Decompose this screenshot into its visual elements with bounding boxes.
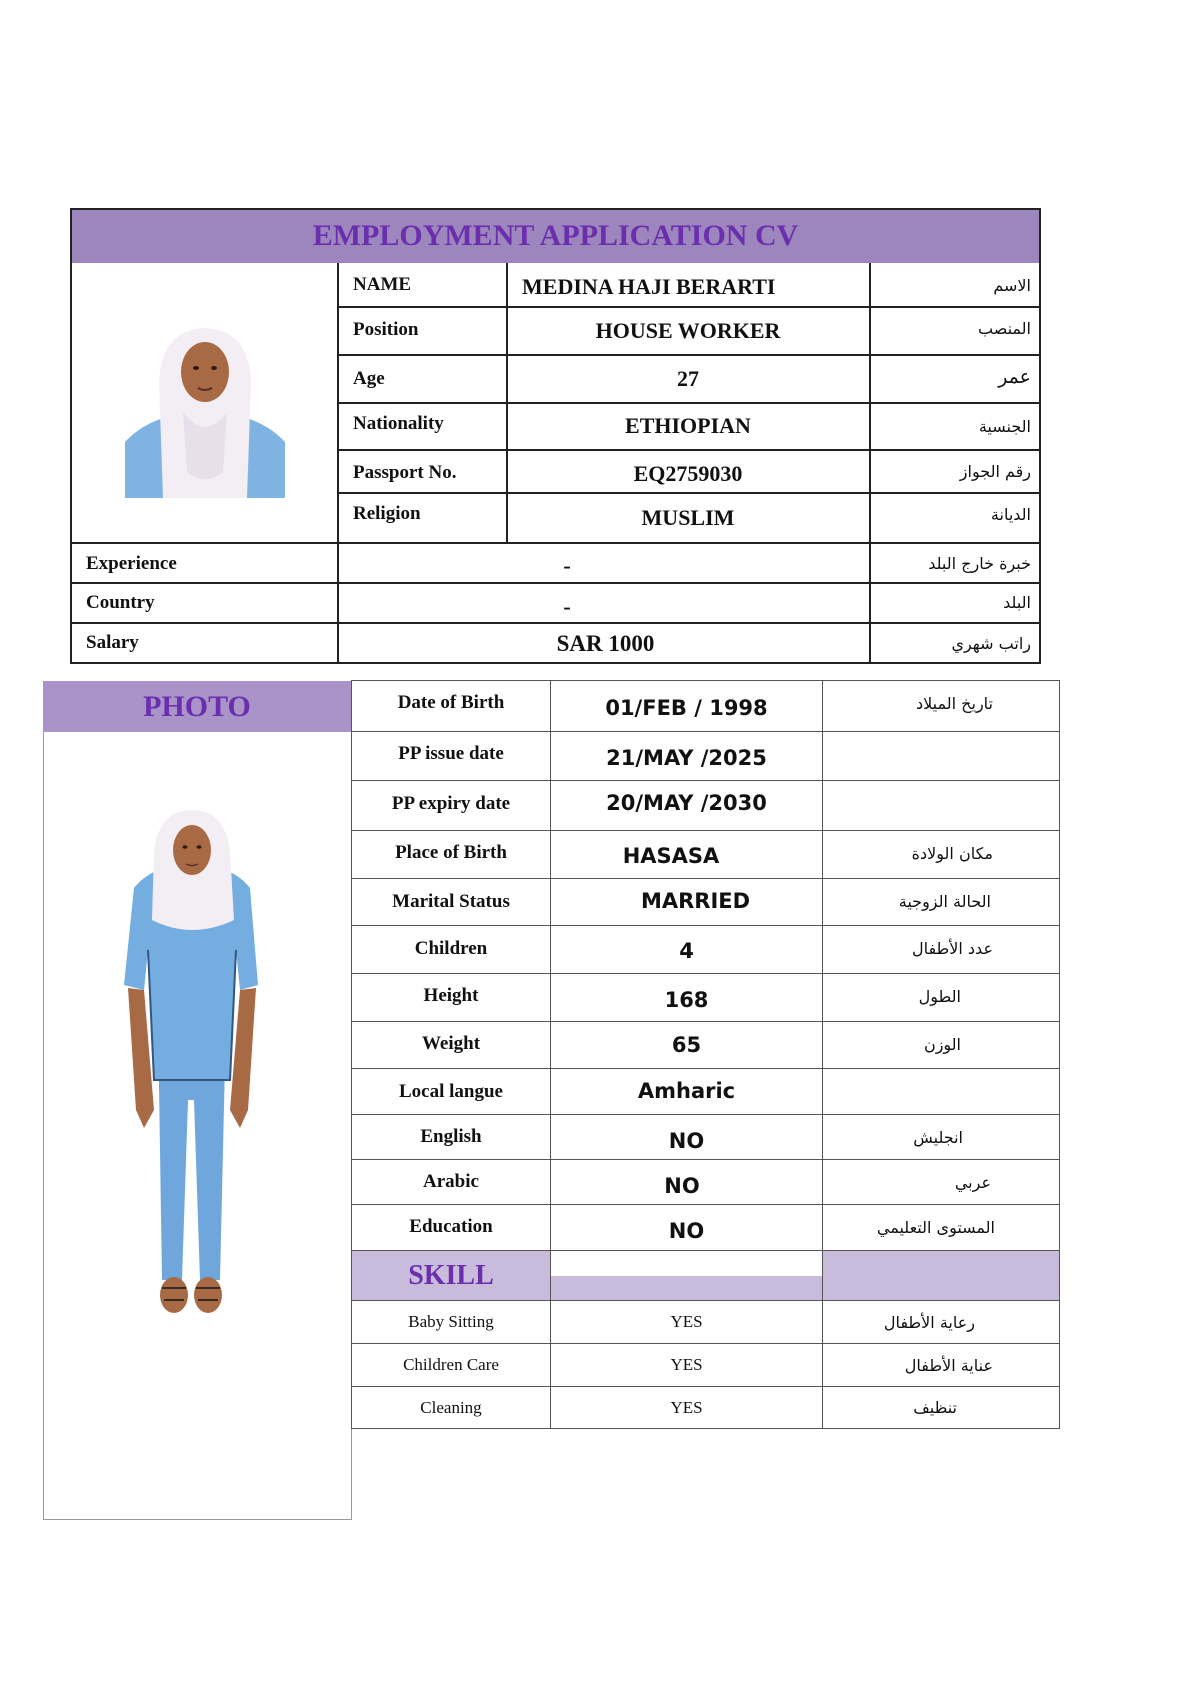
- skill-label: Children Care: [403, 1355, 499, 1374]
- height-label: Height: [423, 985, 479, 1006]
- photo-heading: PHOTO: [43, 681, 351, 732]
- salary-label: Salary: [86, 632, 139, 653]
- marital-status-arabic: الحالة الزوجية: [898, 891, 991, 911]
- english-arabic: انجليش: [913, 1127, 963, 1147]
- dob-label: Date of Birth: [397, 692, 505, 713]
- local-langue-label: Local langue: [399, 1081, 503, 1102]
- arabic-label: Arabic: [423, 1171, 479, 1192]
- local-langue-value: Amharic: [637, 1079, 736, 1103]
- education-label: Education: [409, 1216, 493, 1237]
- height-value: 168: [664, 988, 709, 1012]
- weight-value: 65: [671, 1033, 702, 1057]
- place-of-birth-label: Place of Birth: [395, 842, 507, 863]
- marital-status-value: MARRIED: [640, 889, 751, 913]
- height-arabic: الطول: [918, 986, 961, 1006]
- place-of-birth-arabic: مكان الولادة: [911, 843, 993, 863]
- experience-label: Experience: [86, 553, 177, 574]
- pp-issue-value: 21/MAY /2025: [606, 746, 767, 770]
- salary-value: SAR 1000: [556, 631, 655, 656]
- country-label: Country: [86, 592, 155, 613]
- nationality-label: Nationality: [353, 413, 444, 434]
- position-value: HOUSE WORKER: [595, 317, 781, 343]
- age-label: Age: [353, 367, 385, 389]
- religion-value: MUSLIM: [641, 505, 735, 530]
- salary-arabic: راتب شهري: [951, 633, 1031, 653]
- pp-issue-label: PP issue date: [398, 743, 504, 764]
- country-arabic: البلد: [1003, 593, 1031, 612]
- nationality-value: ETHIOPIAN: [625, 413, 751, 438]
- english-value: NO: [668, 1129, 705, 1153]
- skill-arabic: عناية الأطفال: [904, 1355, 993, 1375]
- skill-value: YES: [670, 1312, 703, 1331]
- skill-heading: SKILL: [352, 1251, 550, 1300]
- age-arabic: عمر: [998, 365, 1031, 388]
- country-value: -: [563, 594, 571, 619]
- skill-value: YES: [670, 1397, 703, 1417]
- children-value: 4: [679, 938, 694, 963]
- position-label: Position: [353, 319, 419, 340]
- skill-label: Cleaning: [420, 1397, 482, 1417]
- full-body-photo: [108, 810, 276, 1350]
- english-label: English: [420, 1126, 482, 1147]
- pp-expiry-label: PP expiry date: [391, 793, 511, 814]
- nationality-arabic: الجنسية: [978, 416, 1031, 436]
- skill-arabic: رعاية الأطفال: [883, 1312, 975, 1332]
- religion-label: Religion: [353, 503, 421, 524]
- name-value: MEDINA HAJI BERARTI: [522, 274, 776, 299]
- pp-expiry-arabic: [823, 781, 1059, 830]
- experience-value: -: [563, 553, 571, 578]
- children-label: Children: [414, 938, 488, 959]
- pp-expiry-value: 20/MAY /2030: [606, 791, 767, 815]
- education-arabic: المستوى التعليمي: [876, 1217, 995, 1237]
- skill-label: Baby Sitting: [408, 1312, 494, 1331]
- name-arabic: الاسم: [993, 275, 1031, 295]
- skill-band-middle: [551, 1276, 822, 1300]
- pp-issue-arabic: [823, 732, 1059, 780]
- place-of-birth-value: HASASA: [622, 844, 720, 868]
- children-arabic: عدد الأطفال: [911, 938, 993, 958]
- position-arabic: المنصب: [978, 318, 1031, 338]
- cv-title: EMPLOYMENT APPLICATION CV: [71, 209, 1040, 263]
- experience-arabic: خبرة خارج البلد: [928, 553, 1031, 573]
- passport-label: Passport No.: [353, 462, 457, 483]
- skill-value: YES: [670, 1355, 703, 1374]
- age-value: 27: [677, 365, 699, 391]
- portrait-photo: [125, 322, 285, 498]
- religion-arabic: الديانة: [990, 504, 1031, 524]
- passport-value: EQ2759030: [633, 461, 743, 486]
- arabic-arabic: عربي: [954, 1172, 991, 1192]
- weight-label: Weight: [421, 1033, 481, 1054]
- weight-arabic: الوزن: [923, 1034, 961, 1054]
- dob-arabic: تاريخ الميلاد: [916, 693, 993, 713]
- marital-status-label: Marital Status: [392, 891, 510, 912]
- arabic-value: NO: [664, 1174, 700, 1198]
- passport-arabic: رقم الجواز: [959, 461, 1031, 481]
- local-langue-arabic: [823, 1069, 1059, 1114]
- name-label: NAME: [353, 274, 412, 295]
- education-value: NO: [668, 1219, 705, 1243]
- dob-value: 01/FEB / 1998: [605, 696, 768, 720]
- skill-arabic: تنظيف: [913, 1398, 957, 1417]
- skill-band-right: [823, 1251, 1059, 1300]
